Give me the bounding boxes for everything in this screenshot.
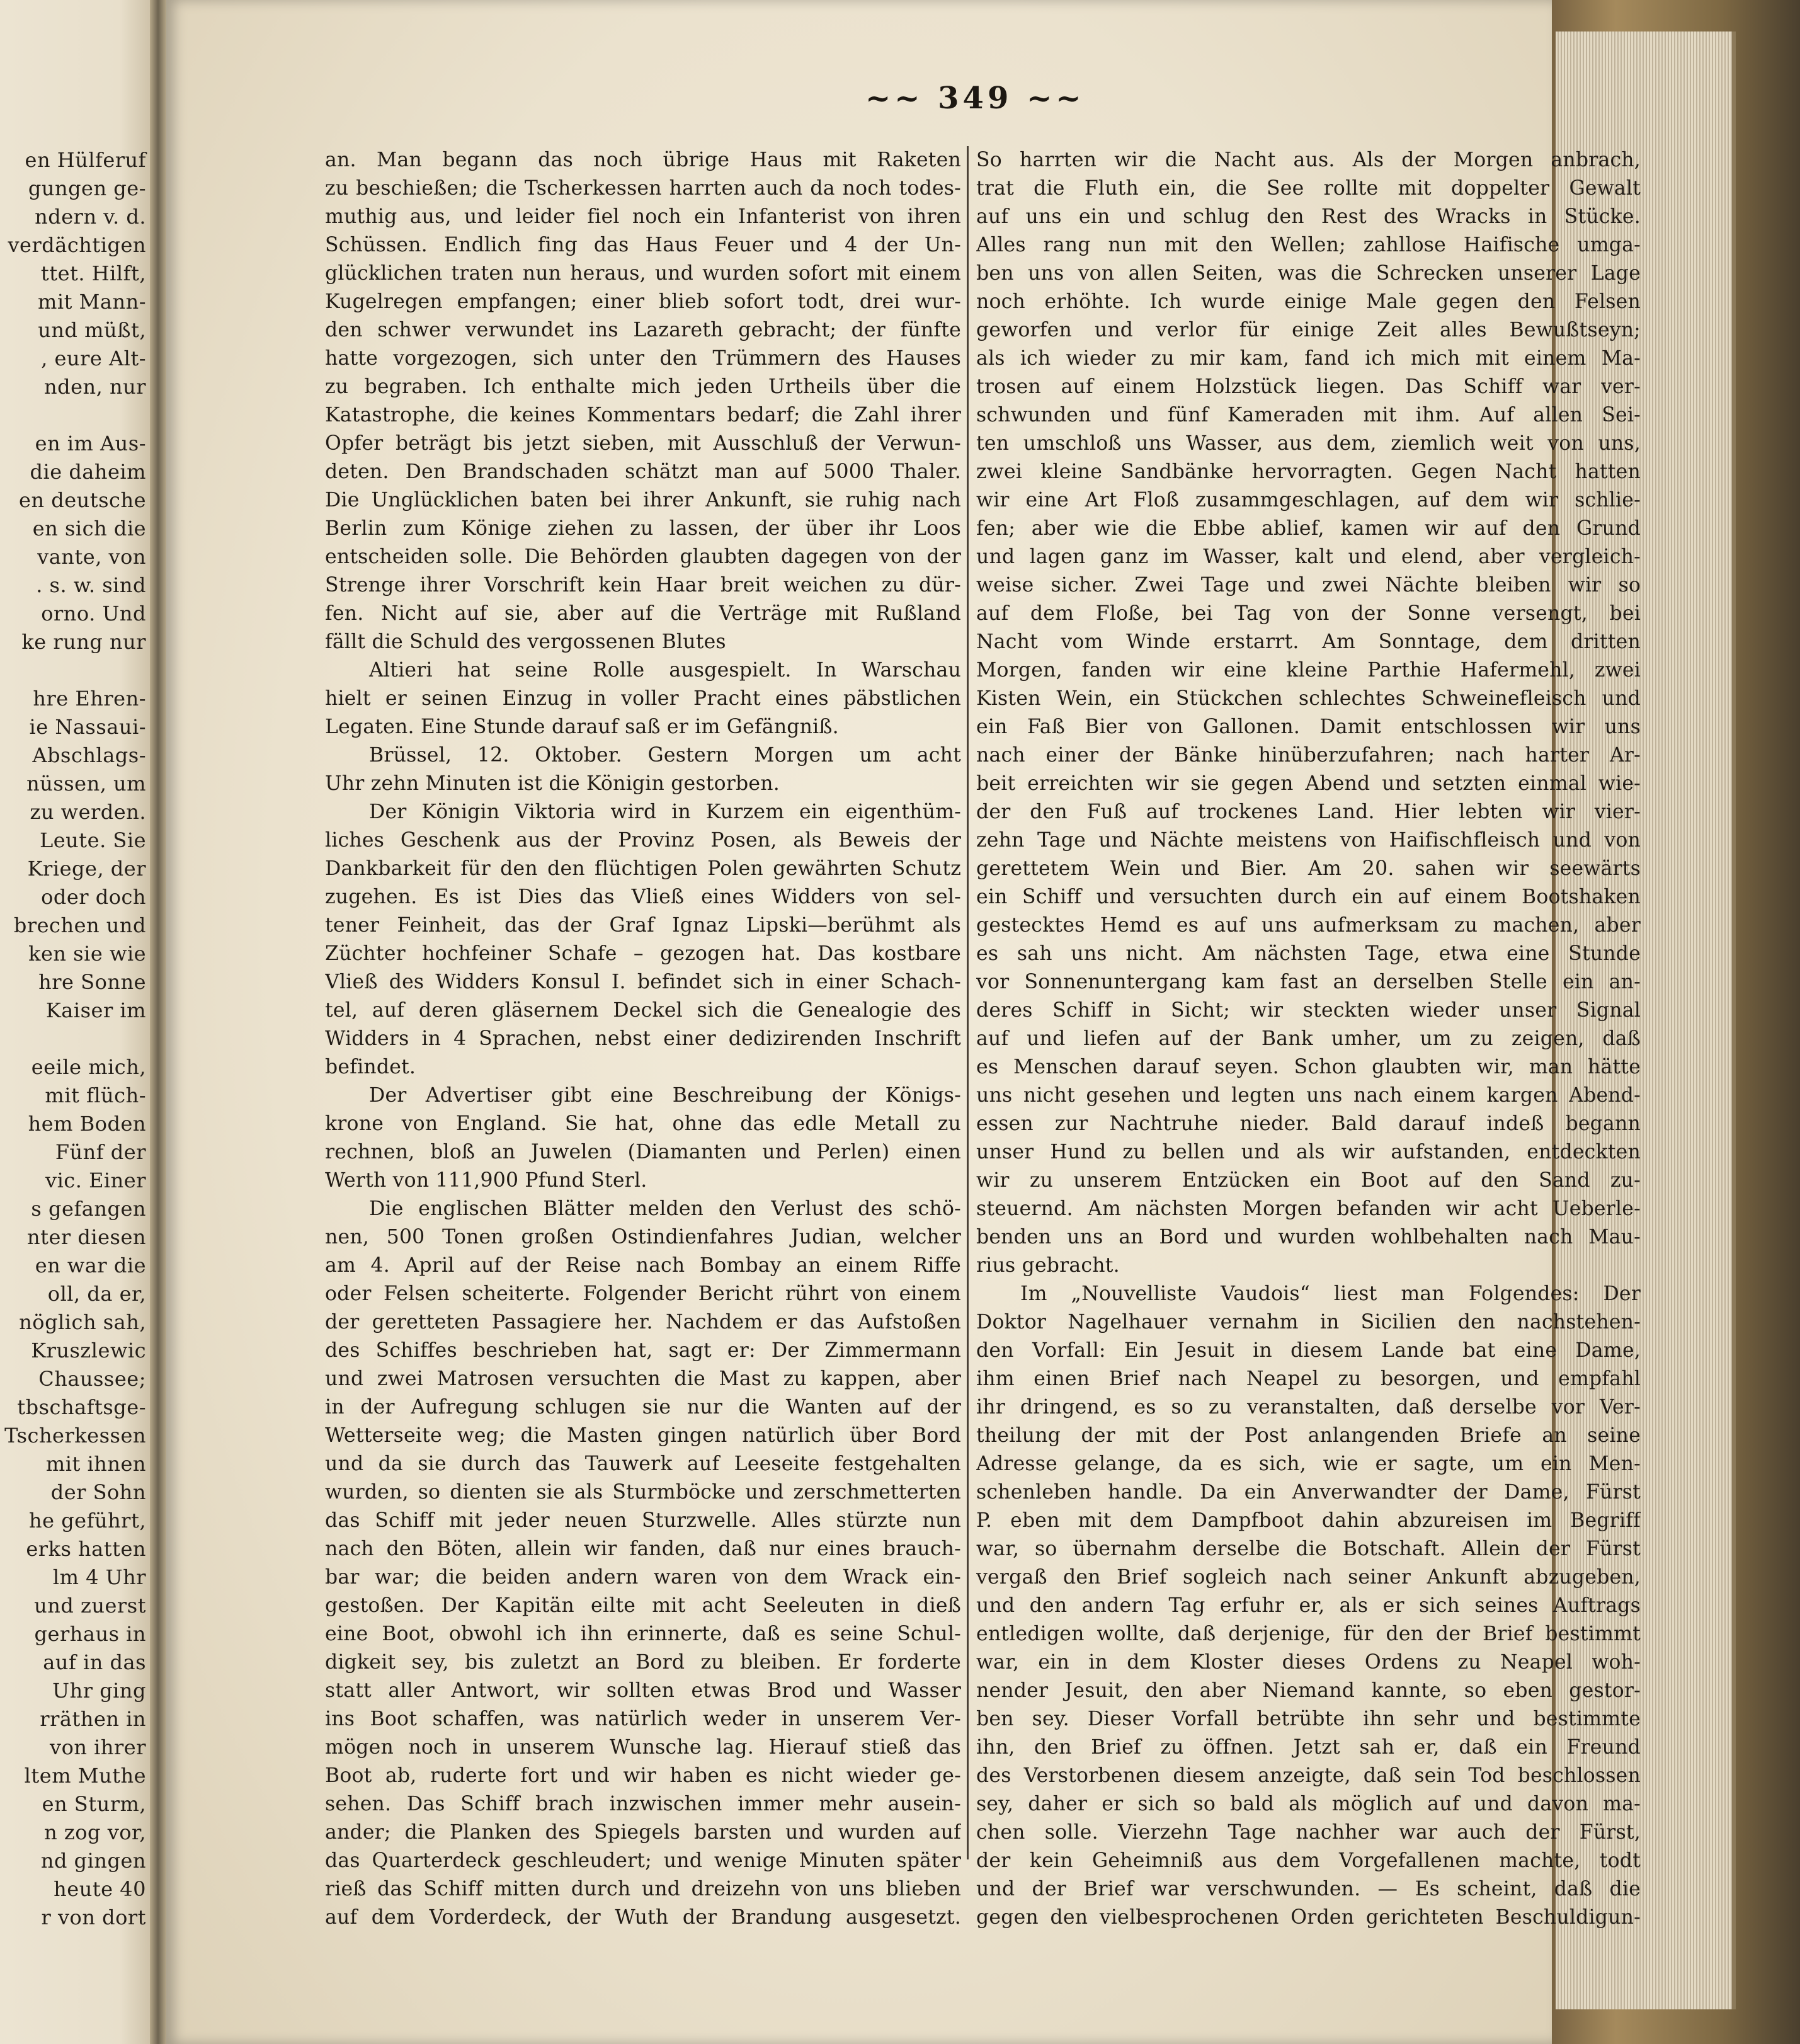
text-line: essen zur Nachtruhe nieder. Bald darauf indeß begann — [976, 1112, 1641, 1135]
text-line: noch erhöhte. Ich wurde einige Male gegen den Felsen — [976, 290, 1641, 313]
text-line: Schüssen. Endlich fing das Haus Feuer und 4 der Un- — [325, 234, 961, 256]
page-number-ornament-right: ~~ — [1012, 81, 1085, 116]
left-page-line: en Sturm, — [42, 1792, 146, 1816]
text-line: Uhr zehn Minuten ist die Königin gestorben. — [325, 772, 780, 795]
text-line: auf und liefen auf der Bank umher, um zu zeigen, daß — [976, 1027, 1641, 1050]
text-line: zugehen. Es ist Dies das Vließ eines Widders von sel- — [325, 886, 961, 908]
text-line: Kugelregen empfangen; einer blieb sofort todt, drei wur- — [325, 290, 961, 313]
text-line: vor Sonnenuntergang kam fast an derselben Stelle ein an- — [976, 971, 1641, 993]
text-line: rechnen, bloß an Juwelen (Diamanten und Perlen) einen — [325, 1141, 961, 1163]
text-line: den schwer verwundet ins Lazareth gebracht; der fünfte — [325, 319, 961, 341]
text-line: und den andern Tag erfuhr er, als er sich seines Auftrags — [976, 1594, 1641, 1617]
text-line: und da sie durch das Tauwerk auf Leeseite festgehalten — [325, 1453, 961, 1475]
left-page-line: von ihrer — [50, 1735, 146, 1759]
left-page-line: n zog vor, — [44, 1820, 146, 1844]
text-line: Strenge ihrer Vorschrift kein Haar breit weichen zu dür- — [325, 574, 961, 597]
text-line: Katastrophe, die keines Kommentars bedarf; die Zahl ihrer — [325, 404, 961, 426]
text-line: glücklichen traten nun heraus, und wurden sofort mit einem — [325, 262, 961, 285]
text-line: oder Felsen scheiterte. Folgender Bericht rührt von einem — [325, 1282, 961, 1305]
text-line: ben sey. Dieser Vorfall betrübte ihn sehr und bestimmte — [976, 1708, 1641, 1730]
text-line: zu beschießen; die Tscherkessen harrten auch da noch todes- — [325, 177, 961, 200]
text-line: als ich wieder zu mir kam, fand ich mich mit einem Ma- — [976, 347, 1641, 370]
text-line: am 4. April auf der Reise nach Bombay an einem Riffe — [325, 1254, 961, 1277]
text-line: Brüssel, 12. Oktober. Gestern Morgen um acht — [369, 744, 961, 767]
text-line: Widders in 4 Sprachen, nebst einer dedizirenden Inschrift — [325, 1027, 961, 1050]
text-line: trat die Fluth ein, die See rollte mit doppelter Gewalt — [976, 177, 1641, 200]
text-line: es sah uns nicht. Am nächsten Tage, etwa eine Stunde — [976, 942, 1641, 965]
left-page-line: die daheim — [30, 460, 146, 484]
text-line: ein Faß Bier von Gallonen. Damit entschlossen wir uns — [976, 716, 1641, 738]
left-page-line: brechen und — [13, 913, 146, 937]
text-line: Vließ des Widders Konsul I. befindet sich in einer Schach- — [325, 971, 961, 993]
text-line: wir zu unserem Entzücken ein Boot auf den Sand zu- — [976, 1169, 1641, 1192]
text-line: Der Advertiser gibt eine Beschreibung der Königs- — [369, 1084, 961, 1107]
left-page-line: en sich die — [32, 517, 146, 540]
previous-page-fragment — [0, 0, 150, 2044]
left-page-line: ltem Muthe — [24, 1764, 146, 1788]
text-line: steuernd. Am nächsten Morgen befanden wir acht Ueberle- — [976, 1197, 1641, 1220]
text-line: unser Hund zu bellen und als wir aufstanden, entdeckten — [976, 1141, 1641, 1163]
left-page-line: mit Mann- — [38, 290, 146, 314]
text-line: Der Königin Viktoria wird in Kurzem ein eigenthüm- — [369, 801, 961, 823]
text-line: Legaten. Eine Stunde darauf saß er im Gefängniß. — [325, 716, 839, 738]
text-line: nach den Böten, allein wir fanden, daß nur eines brauch- — [325, 1538, 961, 1560]
text-line: ihn, den Brief zu öffnen. Jetzt sah er, daß ein Freund — [976, 1736, 1641, 1759]
left-page-line: ken sie wie — [28, 942, 146, 966]
text-line: und lagen ganz im Wasser, kalt und elend, aber vergleich- — [976, 545, 1641, 568]
text-line: den Vorfall: Ein Jesuit in diesem Lande bat eine Dame, — [976, 1339, 1641, 1362]
left-page-line: gerhaus in — [34, 1622, 146, 1646]
text-line: So harrten wir die Nacht aus. Als der Morgen anbrach, — [976, 149, 1641, 171]
left-page-line: ke rung nur — [21, 630, 146, 654]
left-page-line: en im Aus- — [35, 431, 146, 455]
text-line: Die Unglücklichen baten bei ihrer Ankunft, sie ruhig nach — [325, 489, 961, 511]
text-line: war, so übernahm derselbe die Botschaft. Allein der Fürst — [976, 1538, 1641, 1560]
text-line: beit erreichten wir sie gegen Abend und setzten einmal wie- — [976, 772, 1641, 795]
left-page-line: Tscherkessen — [4, 1424, 146, 1447]
text-line: krone von England. Sie hat, ohne das edle Metall zu — [325, 1112, 961, 1135]
left-page-line: . s. w. sind — [36, 573, 146, 597]
left-page-line: Fünf der — [55, 1140, 146, 1164]
text-line: nender Jesuit, den aber Niemand kannte, so eben gestor- — [976, 1679, 1641, 1702]
text-line: gerettetem Wein und Bier. Am 20. sahen wir seewärts — [976, 857, 1641, 880]
text-line: statt aller Antwort, wir sollten etwas Brod und Wasser — [325, 1679, 961, 1702]
left-page-line: oll, da er, — [47, 1282, 146, 1306]
left-page-line: vic. Einer — [45, 1168, 146, 1192]
text-line: Altieri hat seine Rolle ausgespielt. In Warschau — [369, 659, 961, 682]
text-line: eine Boot, obwohl ich ihn erinnerte, daß es seine Schul- — [325, 1623, 961, 1645]
left-page-line: r von dort — [41, 1905, 146, 1929]
text-line: Doktor Nagelhauer vernahm in Sicilien den nachstehen- — [976, 1311, 1641, 1333]
book-gutter — [150, 0, 166, 2044]
text-line: liches Geschenk aus der Provinz Posen, als Beweis der — [325, 829, 961, 852]
left-page-line: ie Nassaui- — [29, 715, 146, 739]
left-page-line: Chaussee; — [38, 1367, 146, 1391]
left-page-line: hre Sonne — [38, 970, 146, 994]
text-line: zu begraben. Ich enthalte mich jeden Urtheils über die — [325, 375, 961, 398]
text-line: des Schiffes beschrieben hat, sagt er: Der Zimmermann — [325, 1339, 961, 1362]
text-line: Berlin zum Könige ziehen zu lassen, der über ihr Loos — [325, 517, 961, 540]
text-line: rieß das Schiff mitten durch und dreizehn von uns blieben — [325, 1878, 961, 1900]
left-page-line: Abschlags- — [32, 743, 146, 767]
text-line: schenleben handle. Da ein Anverwandter der Dame, Fürst — [976, 1481, 1641, 1504]
column-divider — [967, 146, 969, 1859]
text-line: befindet. — [325, 1056, 416, 1078]
left-page-line: Kaiser im — [45, 998, 146, 1022]
left-page-line: hem Boden — [28, 1112, 146, 1136]
left-page-line: nden, nur — [44, 375, 146, 399]
text-line: gestoßen. Der Kapitän eilte mit acht Seeleuten in dieß — [325, 1594, 961, 1617]
page-number-ornament-left: ~~ — [865, 81, 938, 116]
text-line: es Menschen darauf seyen. Schon glaubten wir, man hätte — [976, 1056, 1641, 1078]
text-line: ein Schiff und versuchten durch ein auf einem Bootshaken — [976, 886, 1641, 908]
left-page-line: Kruszlewic — [31, 1339, 146, 1362]
text-line: P. eben mit dem Dampfboot dahin abzureisen im Begriff — [976, 1509, 1641, 1532]
left-page-line: ndern v. d. — [35, 205, 146, 229]
left-page-line: zu werden. — [30, 800, 146, 824]
left-page-line: en deutsche — [19, 488, 146, 512]
left-page-line: verdächtigen — [8, 233, 146, 257]
text-line: und zwei Matrosen versuchten die Mast zu kappen, aber — [325, 1367, 961, 1390]
text-line: rius gebracht. — [976, 1254, 1120, 1277]
text-line: uns nicht gesehen und legten uns nach einem kargen Abend- — [976, 1084, 1641, 1107]
text-line: gestecktes Hemd es auf uns aufmerksam zu machen, aber — [976, 914, 1641, 937]
text-line: chen solle. Vierzehn Tage nachher war auch der Fürst, — [976, 1821, 1641, 1844]
text-line: ins Boot schaffen, was natürlich weder in unserem Ver- — [325, 1708, 961, 1730]
text-line: das Quarterdeck geschleudert; und wenige Minuten später — [325, 1849, 961, 1872]
text-line: Boot ab, ruderte fort und wir haben es nicht wieder ge- — [325, 1764, 961, 1787]
left-page-line: Leute. Sie — [39, 828, 146, 852]
text-line: auf dem Vorderdeck, der Wuth der Brandung ausgesetzt. — [325, 1906, 961, 1929]
left-page-line: nd gingen — [40, 1849, 146, 1873]
text-line: benden uns an Bord und wurden wohlbehalten nach Mau- — [976, 1226, 1641, 1248]
text-line: fen. Nicht auf sie, aber auf die Verträge mit Rußland — [325, 602, 961, 625]
left-page-line: der Sohn — [50, 1480, 146, 1504]
text-line: der kein Geheimniß aus dem Vorgefallenen machte, todt — [976, 1849, 1641, 1872]
text-line: Alles rang nun mit den Wellen; zahllose Haifische umga- — [976, 234, 1641, 256]
text-line: entledigen wollte, daß derjenige, für den der Brief bestimmt — [976, 1623, 1641, 1645]
text-line: ihr dringend, es so zu veranstalten, daß derselbe vor Ver- — [976, 1396, 1641, 1419]
book-page — [166, 0, 1641, 2044]
text-line: Kisten Wein, ein Stückchen schlechtes Schweinefleisch und — [976, 687, 1641, 710]
page-number — [865, 81, 1085, 116]
text-line: ander; die Planken des Spiegels barsten und wurden auf — [325, 1821, 961, 1844]
left-page-line: und müßt, — [38, 318, 146, 342]
text-line: Die englischen Blätter melden den Verlust des schö- — [369, 1197, 961, 1220]
text-line: in der Aufregung schlugen sie nur die Wanten auf der — [325, 1396, 961, 1419]
text-line: auf dem Floße, bei Tag von der Sonne versengt, bei — [976, 602, 1641, 625]
left-page-line: und zuerst — [34, 1594, 146, 1618]
page-number-value: 349 — [938, 81, 1013, 116]
left-page-line: vante, von — [37, 545, 146, 569]
left-page-line: en war die — [35, 1253, 146, 1277]
left-page-line: nter diesen — [27, 1225, 146, 1249]
text-line: vergaß den Brief sogleich nach seiner Ankunft abzugeben, — [976, 1566, 1641, 1589]
text-line: Wetterseite weg; die Masten gingen natürlich über Bord — [325, 1424, 961, 1447]
left-page-line: erks hatten — [26, 1537, 146, 1561]
text-line: mögen noch in unserem Wunsche lag. Hierauf stieß das — [325, 1736, 961, 1759]
left-page-line: Uhr ging — [52, 1679, 146, 1703]
text-line: geworfen und verlor für einige Zeit alles Bewußtseyn; — [976, 319, 1641, 341]
text-line: bar war; die beiden andern waren von dem Wrack ein- — [325, 1566, 961, 1589]
text-line: fen; aber wie die Ebbe ablief, kamen wir auf den Grund — [976, 517, 1641, 540]
text-line: ten umschloß uns Wasser, aus dem, ziemlich weit von uns, — [976, 432, 1641, 455]
text-line: wir eine Art Floß zusammgeschlagen, auf dem wir schlie- — [976, 489, 1641, 511]
left-page-line: ttet. Hilft, — [40, 261, 146, 285]
text-line: Dankbarkeit für den den flüchtigen Polen gewährten Schutz — [325, 857, 961, 880]
text-column-right — [976, 146, 1641, 1932]
text-line: Morgen, fanden wir eine kleine Parthie Hafermehl, zwei — [976, 659, 1641, 682]
left-page-line: mit ihnen — [45, 1452, 146, 1476]
text-line: zwei kleine Sandbänke hervorragten. Gegen Nacht hatten — [976, 460, 1641, 483]
text-line: hatte vorgezogen, sich unter den Trümmern des Hauses — [325, 347, 961, 370]
text-column-left — [325, 146, 961, 1932]
text-line: des Verstorbenen diesem anzeigte, daß sein Tod beschlossen — [976, 1764, 1641, 1787]
text-line: trosen auf einem Holzstück liegen. Das Schiff war ver- — [976, 375, 1641, 398]
left-page-line: nüssen, um — [26, 772, 146, 796]
left-page-line: heute 40 — [54, 1877, 146, 1901]
text-line: nach einer der Bänke hinüberzufahren; nach harter Ar- — [976, 744, 1641, 767]
text-line: theilung der mit der Post anlangenden Briefe an seine — [976, 1424, 1641, 1447]
text-line: schwunden und fünf Kameraden mit ihm. Auf allen Sei- — [976, 404, 1641, 426]
text-line: auf uns ein und schlug den Rest des Wracks in Stücke. — [976, 205, 1641, 228]
text-line: und der Brief war verschwunden. — Es scheint, daß die — [976, 1878, 1641, 1900]
text-line: deres Schiff in Sicht; wir steckten wieder unser Signal — [976, 999, 1641, 1022]
text-line: tener Feinheit, das der Graf Ignaz Lipski—berühmt als — [325, 914, 961, 937]
left-page-line: s gefangen — [31, 1197, 146, 1221]
text-line: an. Man begann das noch übrige Haus mit Raketen — [325, 149, 961, 171]
text-line: weise sicher. Zwei Tage und zwei Nächte bleiben wir so — [976, 574, 1641, 597]
text-line: muthig aus, und leider fiel noch ein Infanterist von ihren — [325, 205, 961, 228]
text-line: digkeit sey, bis zuletzt an Bord zu bleiben. Er forderte — [325, 1651, 961, 1674]
text-line: ihm einen Brief nach Neapel zu besorgen, und empfahl — [976, 1367, 1641, 1390]
text-line: deten. Den Brandschaden schätzt man auf 5000 Thaler. — [325, 460, 961, 483]
left-page-line: tbschaftsge- — [17, 1395, 146, 1419]
text-line: Opfer beträgt bis jetzt sieben, mit Ausschluß der Verwun- — [325, 432, 961, 455]
left-page-line: en Hülferuf — [25, 148, 146, 172]
left-page-line: Kriege, der — [27, 857, 146, 881]
text-line: Nacht vom Winde erstarrt. Am Sonntage, dem dritten — [976, 631, 1641, 653]
text-line: sey, daher er sich so bald als möglich auf und davon ma- — [976, 1793, 1641, 1815]
text-line: wurden, so dienten sie als Sturmböcke und zerschmetterten — [325, 1481, 961, 1504]
text-line: sehen. Das Schiff brach inzwischen immer mehr ausein- — [325, 1793, 961, 1815]
text-line: war, ein in dem Kloster dieses Ordens zu Neapel woh- — [976, 1651, 1641, 1674]
text-line: Adresse gelange, da es sich, wie er sagte, um ein Men- — [976, 1453, 1641, 1475]
left-page-line: auf in das — [43, 1650, 146, 1674]
left-page-line: mit flüch- — [45, 1083, 146, 1107]
text-line: nen, 500 Tonen großen Ostindienfahres Judian, welcher — [325, 1226, 961, 1248]
left-page-line: lm 4 Uhr — [52, 1565, 146, 1589]
left-page-line: oder doch — [41, 885, 146, 909]
left-page-line: nöglich sah, — [19, 1310, 146, 1334]
text-line: gegen den vielbesprochenen Orden gerichteten Beschuldigun- — [976, 1906, 1641, 1929]
left-page-line: eeile mich, — [31, 1055, 146, 1079]
left-page-line: rräthen in — [40, 1707, 146, 1731]
left-page-line: orno. Und — [41, 602, 146, 625]
text-line: das Schiff mit jeder neuen Sturzwelle. Alles stürzte nun — [325, 1509, 961, 1532]
text-line: entscheiden solle. Die Behörden glaubten dagegen von der — [325, 545, 961, 568]
left-page-line: hre Ehren- — [33, 687, 146, 711]
text-line: der geretteten Passagiere her. Nachdem er das Aufstoßen — [325, 1311, 961, 1333]
left-page-line: gungen ge- — [28, 176, 146, 200]
text-line: hielt er seinen Einzug in voller Pracht eines päbstlichen — [325, 687, 961, 710]
left-page-line: he geführt, — [28, 1509, 146, 1533]
text-line: Im „Nouvelliste Vaudois“ liest man Folgendes: Der — [1020, 1282, 1641, 1305]
text-line: ben uns von allen Seiten, was die Schrecken unserer Lage — [976, 262, 1641, 285]
text-line: fällt die Schuld des vergossenen Blutes — [325, 631, 726, 653]
left-page-line: , eure Alt- — [41, 346, 146, 370]
text-line: Züchter hochfeiner Schafe – gezogen hat. Das kostbare — [325, 942, 961, 965]
text-line: der den Fuß auf trockenes Land. Hier lebten wir vier- — [976, 801, 1641, 823]
text-line: zehn Tage und Nächte meistens von Haifischfleisch und von — [976, 829, 1641, 852]
text-line: tel, auf deren gläsernem Deckel sich die Genealogie des — [325, 999, 961, 1022]
text-line: Werth von 111,900 Pfund Sterl. — [325, 1169, 647, 1192]
